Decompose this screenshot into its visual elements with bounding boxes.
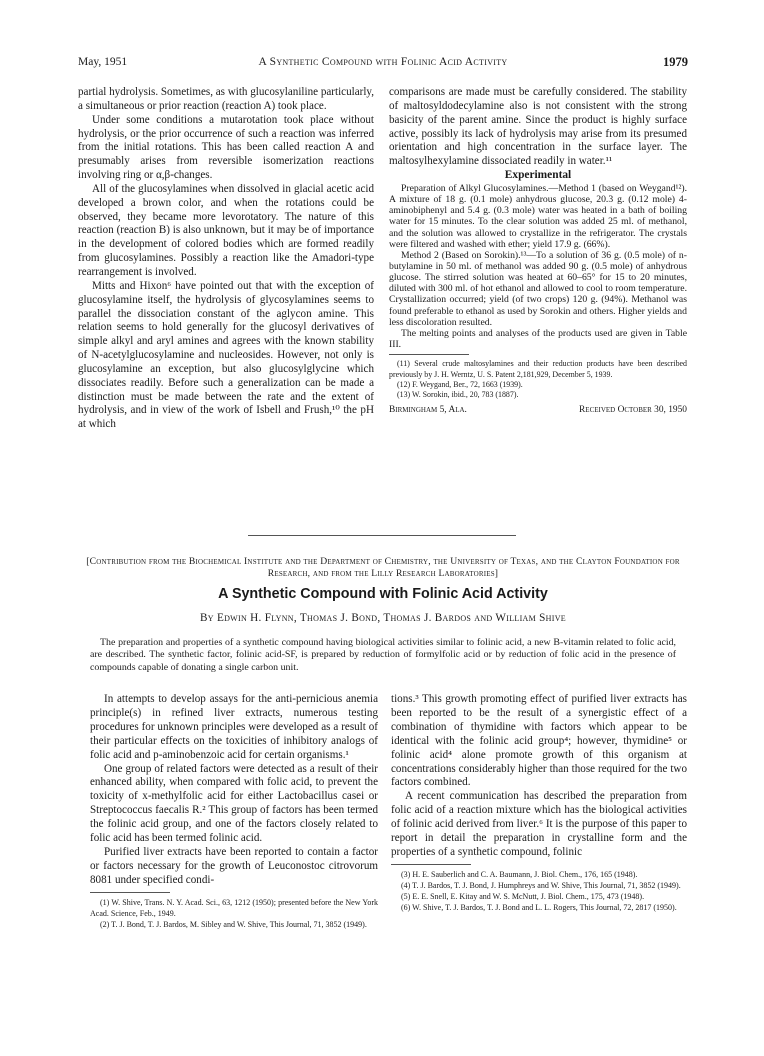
paragraph: All of the glucosylamines when dissolved in glacial acetic acid developed a brown color, and when the rotations could be observed, they became more levorotatory. The nature of this reaction (reaction B) is also unknown, but it may be of importance in the development of colored bodies which are formed readily from glucosylamines. Possibly a reaction like the Amadori-type rearrangement is involved.	[78, 182, 374, 278]
paragraph: Mitts and Hixon⁶ have pointed out that with the exception of glucosylamine itself, the hydrolysis of glycosylamines seems to parallel the dissociation constant of the aglycon amine. This relation seems to hold generally for the glucosyl derivatives of simple alkyl and aryl amines and agrees with the known stability of N-acetylglucosylamine and nucleosides. However, not only is glucosylamine an exception, but also glucosylglycine which dissociates readily. Before such a generalization can be made a distinction must be made between the rate and the extent of hydrolysis, and in view of the work of Isbell and Frush,¹⁰ the pH at which	[78, 279, 374, 431]
paragraph: The melting points and analyses of the products used are given in Table III.	[389, 327, 687, 351]
authors-line: By Edwin H. Flynn, Thomas J. Bond, Thomas J. Bardos and William Shive	[200, 612, 566, 624]
abstract-text: The preparation and properties of a synthetic compound having biological activities similar to folinic acid, a new B-vitamin related to folic acid, are described. The synthetic factor, folinic acid-SF, is prepared by reduction of formylfolic acid or by reduction of folic acid in the presence of compounds capable of donating a single carbon unit.	[90, 637, 676, 673]
footnote-divider	[90, 892, 170, 893]
footnotes	[391, 869, 687, 913]
footnote-divider	[389, 354, 469, 355]
address-location: Birmingham 5, Ala.	[389, 404, 467, 415]
received-date: Received October 30, 1950	[579, 404, 687, 415]
article-title: A Synthetic Compound with Folinic Acid Activity	[218, 586, 548, 602]
footnote: (4) T. J. Bardos, T. J. Bond, J. Humphreys and W. Shive, This Journal, 71, 3852 (1949).	[401, 880, 681, 890]
paragraph: partial hydrolysis. Sometimes, as with glucosylaniline particularly, a simultaneous or prior reaction (reaction A) took place.	[78, 86, 374, 112]
section-divider	[248, 535, 516, 536]
paragraph: comparisons are made must be carefully considered. The stability of maltosyldodecylamine also is not consistent with the strong basicity of the parent amine. Since the product is highly surface active, possibly its lack of hydrolysis may arise from its presumed orientation and high concentration in the surface layer. The maltosylhexylamine dissociated readily in water.¹¹	[389, 86, 687, 168]
column-top-right	[389, 86, 687, 418]
paragraph: In attempts to develop assays for the anti-pernicious anemia principle(s) in refined liver extracts, numerous testing procedures for unknown principles were developed as a result of their particular effects on the toxicities of inhibitory analogs of folic acid and p-aminobenzoic acid for certain organisms.¹	[90, 693, 378, 761]
abstract	[90, 637, 676, 674]
address-line	[389, 404, 687, 418]
footnote: (6) W. Shive, T. J. Bardos, T. J. Bond and L. L. Rogers, This Journal, 72, 2817 (1950).	[401, 903, 677, 913]
paragraph: tions.³ This growth promoting effect of purified liver extracts has been reported to be the result of a synergistic effect of a combination of thymidine with factors which appear to be identical with the folinic acid group⁴; however, thymidine⁵ or folinic acid⁴ alone promote growth of this organism at concentrations considerably higher than those required for the two factors combined.	[391, 693, 687, 789]
contribution-line: [Contribution from the Biochemical Institute and the Department of Chemistry, the University of Texas, and the Clayton Foundation for Research, and from the Lilly Research Laboratories]	[86, 556, 680, 579]
section-heading-experimental: Experimental	[504, 169, 572, 182]
paragraph: One group of related factors were detected as a result of their enhanced ability, when compared with folic acid, to prevent the toxicity of x-methylfolic acid for either Lactobacillus casei or Streptococcus faecalis R.² This group of factors has been termed the folinic acid group, and one of the factors closely related to folic acid has been termed folinic acid.	[90, 762, 378, 845]
column-top-left	[78, 86, 374, 432]
footnote: (1) W. Shive, Trans. N. Y. Acad. Sci., 63, 1212 (1950); presented before the New York Acad. Science, Feb., 1949.	[90, 897, 378, 918]
running-header	[78, 56, 688, 72]
footnote: (2) T. J. Bond, T. J. Bardos, M. Sibley and W. Shive, This Journal, 71, 3852 (1949).	[100, 919, 367, 929]
paragraph: A recent communication has described the preparation from folic acid of a reaction mixture which has the biological activities of folinic acid derived from liver.⁶ It is the purpose of this paper to report in detail the preparation in crystalline form and the properties of a synthetic compound, folinic	[391, 790, 687, 858]
footnote: (3) H. E. Sauberlich and C. A. Baumann, J. Biol. Chem., 176, 165 (1948).	[401, 869, 638, 879]
paragraph: Purified liver extracts have been reported to contain a factor or factors necessary for the growth of Leuconostoc citrovorum 8081 under specified condi-	[90, 845, 378, 886]
footnote: (11) Several crude maltosylamines and their reduction products have been described previously by J. H. Werntz, U. S. Patent 2,181,929, December 5, 1939.	[389, 359, 687, 379]
footnote: (12) F. Weygand, Ber., 72, 1663 (1939).	[397, 380, 523, 390]
column-bottom-left	[90, 693, 378, 930]
footnote: (13) W. Sorokin, ibid., 20, 783 (1887).	[397, 390, 519, 400]
column-bottom-right	[391, 693, 687, 913]
footnote: (5) E. E. Snell, E. Kitay and W. S. McNutt, J. Biol. Chem., 175, 473 (1948).	[401, 892, 645, 902]
footnotes	[389, 359, 687, 401]
paragraph: Method 2 (Based on Sorokin).¹³—To a solution of 36 g. (0.5 mole) of n-butylamine in 50 ml. of methanol was added 90 g. (0.5 mole) of anhydrous glucose. The stirred solution was heated at 60–65° for 15 to 20 minutes, diluted with 300 ml. of hot ethanol and allowed to cool to room temperature. Crystallization occurred; yield (of two crops) 120 g. (94%). Methanol was found preferable to ethanol as used by Sorokin and others. Higher yields and less discoloration resulted.	[389, 249, 687, 328]
header-date: May, 1951	[78, 56, 128, 68]
footnotes	[90, 897, 378, 930]
paragraph: Preparation of Alkyl Glucosylamines.—Method 1 (based on Weygand¹²). A mixture of 18 g. (0.1 mole) anhydrous glucose, 20.3 g. (0.12 mole) 4-aminobiphenyl and 5.4 g. (0.3 mole) water was heated in a bath of boiling water for 15 minutes. To the clear solution was added 25 ml. of methanol, and the solution was allowed to crystallize in the refrigerator. The crystals were filtered and washed with ether; yield 17.9 g. (66%).	[389, 182, 687, 250]
page-number: 1979	[663, 55, 688, 69]
header-running-title: A Synthetic Compound with Folinic Acid Activity	[258, 56, 508, 68]
footnote-divider	[391, 864, 471, 865]
paragraph: Under some conditions a mutarotation took place without hydrolysis, or the prior occurrence of such a reaction was inferred from the initial rotations. This has been called reaction A and presumably arises from reversible isomerization reactions involving ring or α,β-changes.	[78, 113, 374, 182]
experimental-section	[389, 183, 687, 350]
